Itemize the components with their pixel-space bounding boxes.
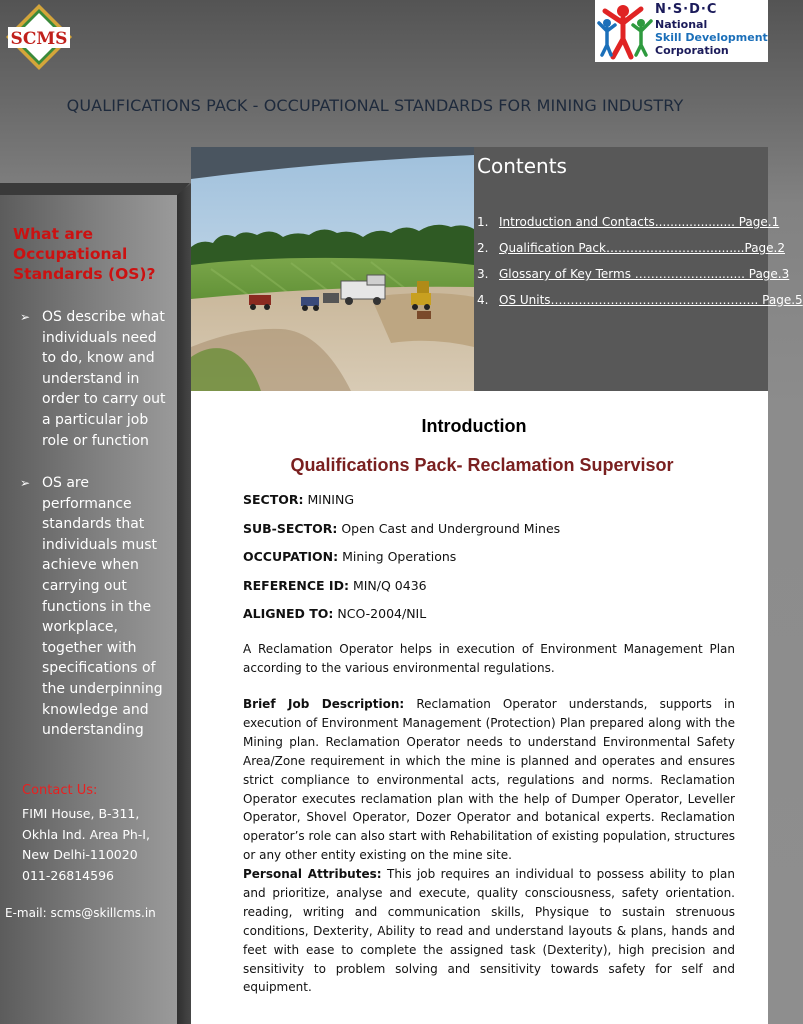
sidebar-bullet: ➢ OS describe what individuals need to do, know and understand in order to carry out a particular job role or function [20,309,166,449]
nsdc-abbreviation: N·S·D·C [655,2,718,17]
qualifications-pack-title: Qualifications Pack- Reclamation Supervisor [290,455,674,475]
arrow-bullet-icon: ➢ [20,310,31,324]
contact-heading: Contact Us: [22,783,98,798]
occupation-field: OCCUPATION: Mining Operations [243,549,457,564]
sidebar-edge [177,183,191,1024]
nsdc-name: National Skill Development Corporation [655,18,768,57]
contact-address: FIMI House, B-311, Okhla Ind. Area Ph-I, New Delhi-110020 011-26814596 [22,806,150,883]
introduction-heading: Introduction [421,416,527,436]
toc-item[interactable]: 4. OS Units……………………………………………. Page.5 [477,293,803,307]
svg-text:SCMS: SCMS [10,29,68,49]
sidebar-top-bevel [0,183,190,195]
aligned-to-field: ALIGNED TO: NCO-2004/NIL [243,606,427,621]
personal-attributes: Personal Attributes: This job requires an individual to possess ability to plan and prioritize, analyse and execute, quality consciousness, safety orientation. reading, writing and communication skills, Physique to sustain strenuous conditions, Dexterity, Ability to read and understand layouts & plans, hands and feet with ease to complete the assigned task (Dexterity), high precision and sensitivity to problem solving and sensitivity towards safety for self and equipment. [243,867,735,995]
reference-id-field: REFERENCE ID: MIN/Q 0436 [243,578,427,593]
page-title: QUALIFICATIONS PACK - OCCUPATIONAL STANDARDS FOR MINING INDUSTRY [66,96,684,115]
scms-logo [4,2,74,72]
role-summary: A Reclamation Operator helps in execution of Environment Management Plan according to the various environmental regulations. [243,642,735,675]
nsdc-emblem-icon [597,1,655,61]
sidebar-bullet: ➢ OS are performance standards that individuals must achieve when carrying out functions in the workplace, together with specifications of the underpinning knowledge and understanding [20,475,163,739]
brief-job-description: Brief Job Description: Reclamation Operator understands, supports in execution of Environment Management (Protection) Plan prepared along with the Mining plan. Reclamation Operator needs to understand Environmental Safety Area/Zone requirement in which the mine is planned and operates and ensures strict compliance to environmental acts, regulations and norms. Reclamation Operator executes reclamation plan with the help of Dumper Operator, Leveller Operator, Shovel Operator, Dozer Operator and botanical experts. Reclamation operator’s role can also start with Rehabilitation of existing population, structures or any other entity existing on the mine site. [243,697,735,863]
toc-item[interactable]: 2. Qualification Pack………………………........Page.2 [477,241,785,255]
sector-field: SECTOR: MINING [243,492,355,507]
sidebar-heading: What are Occupational Standards (OS)? [13,225,156,283]
mining-site-photo [191,147,474,391]
toc-item[interactable]: 1. Introduction and Contacts..................... Page.1 [477,215,780,229]
contact-email[interactable]: E-mail: scms@skillcms.in [5,906,156,920]
contents-heading: Contents [477,154,567,178]
toc-item[interactable]: 3. Glossary of Key Terms ……………….......... Page.3 [477,267,790,281]
nsdc-logo [595,0,768,62]
sub-sector-field: SUB-SECTOR: Open Cast and Underground Mines [243,521,561,536]
arrow-bullet-icon: ➢ [20,476,31,490]
